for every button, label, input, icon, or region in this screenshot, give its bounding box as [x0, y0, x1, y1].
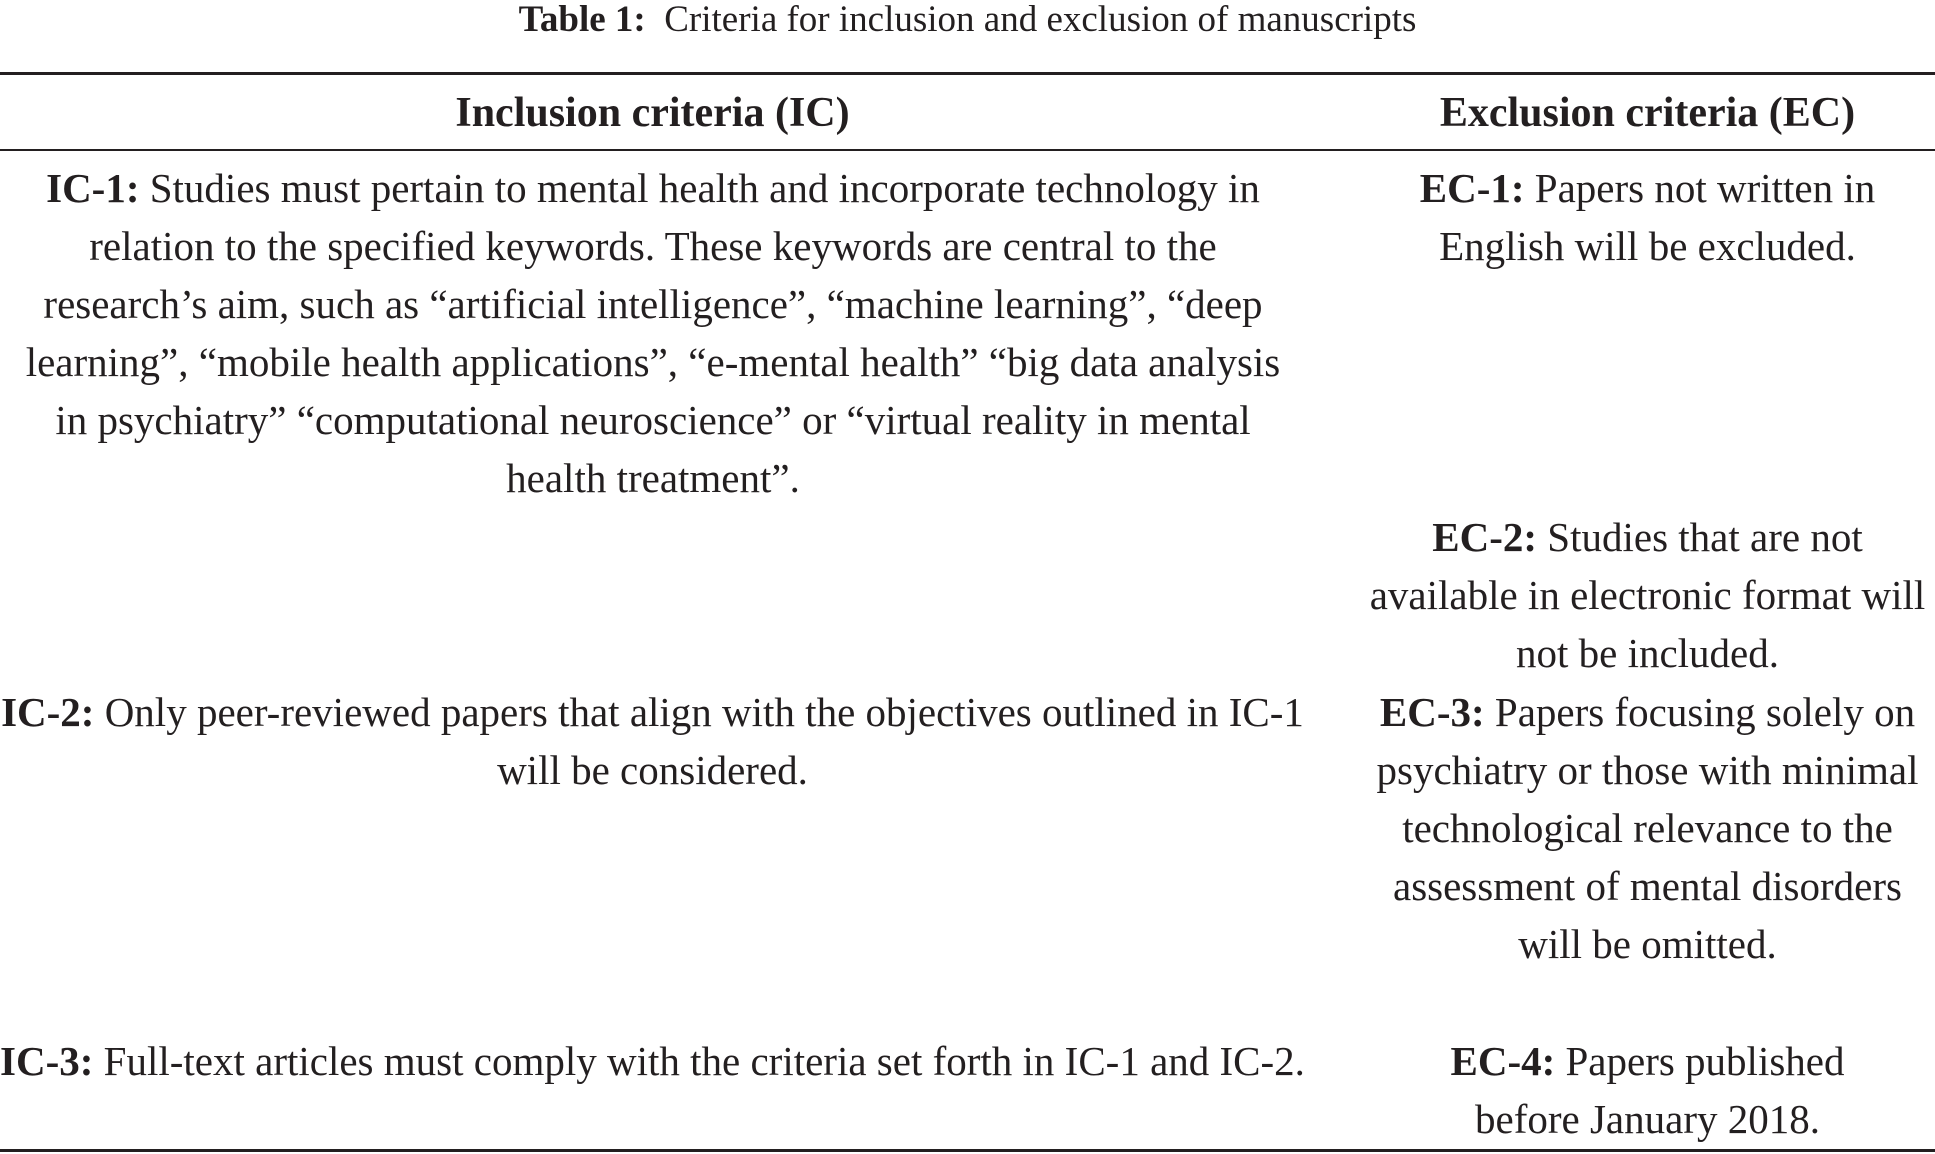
- criterion-code: EC-2:: [1432, 514, 1538, 560]
- criterion-code: IC-2:: [1, 689, 95, 735]
- inclusion-criterion-ic-2: [0, 683, 1305, 799]
- criterion-text: Only peer-reviewed papers that align with the objectives outlined in IC-1 will be considered.: [104, 689, 1304, 793]
- criterion-code: EC-3:: [1379, 689, 1485, 735]
- criterion-text: Papers published before January 2018.: [1475, 1038, 1845, 1142]
- exclusion-criterion-ec-4: [1400, 1032, 1895, 1148]
- column-header-inclusion: Inclusion criteria (IC): [455, 90, 850, 136]
- criterion-code: IC-1:: [46, 165, 140, 211]
- criterion-text: Studies that are not available in electronic format will not be included.: [1369, 514, 1926, 676]
- criterion-text: Papers not written in English will be excluded.: [1439, 165, 1876, 269]
- table-caption-label: Table 1:: [518, 0, 646, 40]
- criterion-text: Full-text articles must comply with the criteria set forth in IC-1 and IC-2.: [103, 1038, 1305, 1084]
- inclusion-criterion-ic-1: [8, 159, 1298, 507]
- table-header-rule: [0, 149, 1935, 151]
- table-caption: [0, 0, 1935, 40]
- inclusion-criterion-ic-3: [0, 1032, 1305, 1090]
- criterion-text: Papers focusing solely on psychiatry or those with minimal technological relevance to the assessment of mental disorders will be omitted.: [1376, 689, 1919, 967]
- column-header-exclusion: Exclusion criteria (EC): [1439, 90, 1856, 136]
- exclusion-criterion-ec-1: [1390, 159, 1905, 275]
- exclusion-criterion-ec-3: [1360, 683, 1935, 973]
- criterion-code: IC-3:: [0, 1038, 94, 1084]
- table-caption-text: Criteria for inclusion and exclusion of manuscripts: [664, 0, 1417, 40]
- criterion-code: EC-1:: [1419, 165, 1525, 211]
- criterion-text: Studies must pertain to mental health and incorporate technology in relation to the specified keywords. These keywords are central to the research’s aim, such as “artificial intelligence”, “machine learning”, “deep learning”, “mobile health applications”, “e-mental health” “big data analysis in psychiatry” “computational neuroscience” or “virtual reality in mental health treatment”.: [25, 165, 1281, 501]
- table-bottom-rule: [0, 1149, 1935, 1152]
- table-top-rule: [0, 72, 1935, 75]
- criterion-code: EC-4:: [1450, 1038, 1556, 1084]
- exclusion-criterion-ec-2: [1360, 508, 1935, 682]
